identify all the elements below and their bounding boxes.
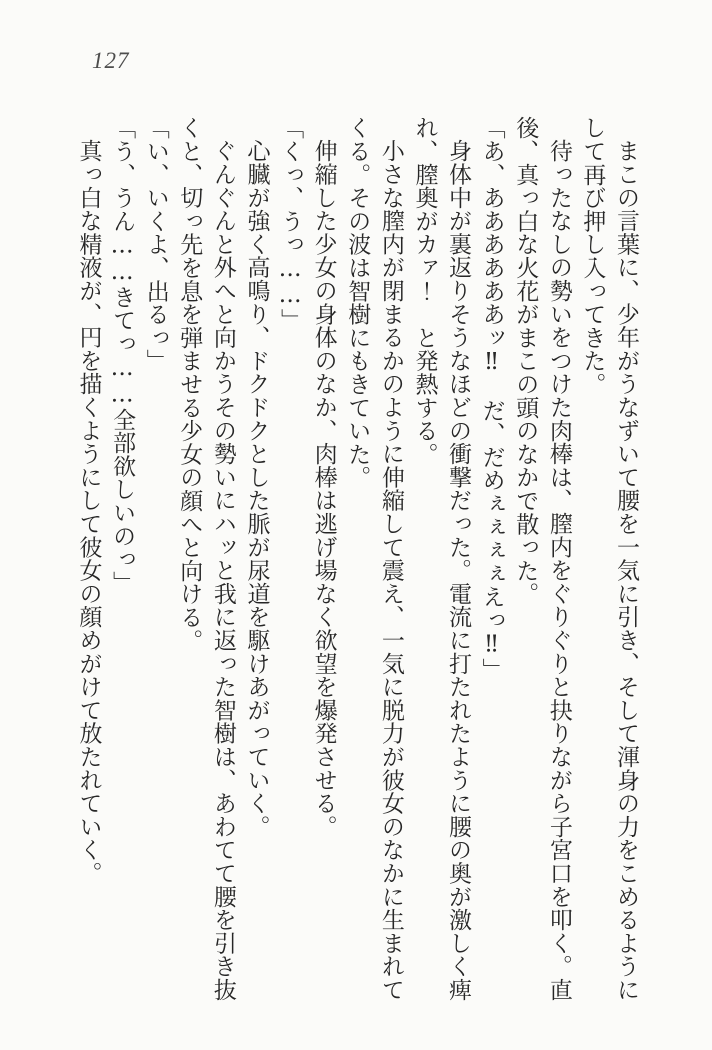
paragraph: 小さな膣内が閉まるかのように伸縮して震え、一気に脱力が彼女のなかに生まれてくる。その波は智樹にもきていた。 (344, 116, 404, 1002)
dialogue-line: 「あ、ああああああッ‼ だ、だめぇぇぇぇえっ‼」 (478, 116, 505, 682)
paragraph: ぐんぐんと外へと向かうその勢いにハッと我に返った智樹は、あわてて腰を引き抜くと、切っ先を息を弾ませる少女の顔へと向ける。 (176, 116, 236, 1002)
paragraph: 伸縮した少女の身体のなか、肉棒は逃げ場なく欲望を爆発させる。 (310, 139, 337, 838)
page-number: 127 (92, 48, 130, 73)
paragraph: 心臓が強く高鳴り、ドクドクとした脈が尿道を駆けあがっていく。 (243, 139, 270, 838)
vertical-text-block (71, 116, 642, 1002)
paragraph: まこの言葉に、少年がうなずいて腰を一気に引き、そして渾身の力をこめるようにして再び押し入ってきた。 (579, 116, 639, 1002)
paragraph: 身体中が裏返りそうなほどの衝撃だった。電流に打たれたように腰の奥が激しく痺れ、膣奥がカァ！ と発熱する。 (411, 116, 472, 1002)
paragraph: 真っ白な精液が、円を描くようにして彼女の顔めがけて放たれていく。 (75, 139, 102, 885)
paragraph: 待ったなしの勢いをつけた肉棒は、膣内をぐりぐりと抉りながら子宮口を叩く。直後、真っ白な火花がまこの頭のなかで散った。 (512, 116, 572, 1002)
dialogue-line: 「う、うん……きてっ……全部欲しいのっ」 (109, 116, 136, 594)
dialogue-line: 「い、いくよ、出るっ」 (142, 116, 169, 373)
dialogue-line: 「くっ、うっ……」 (277, 116, 304, 332)
